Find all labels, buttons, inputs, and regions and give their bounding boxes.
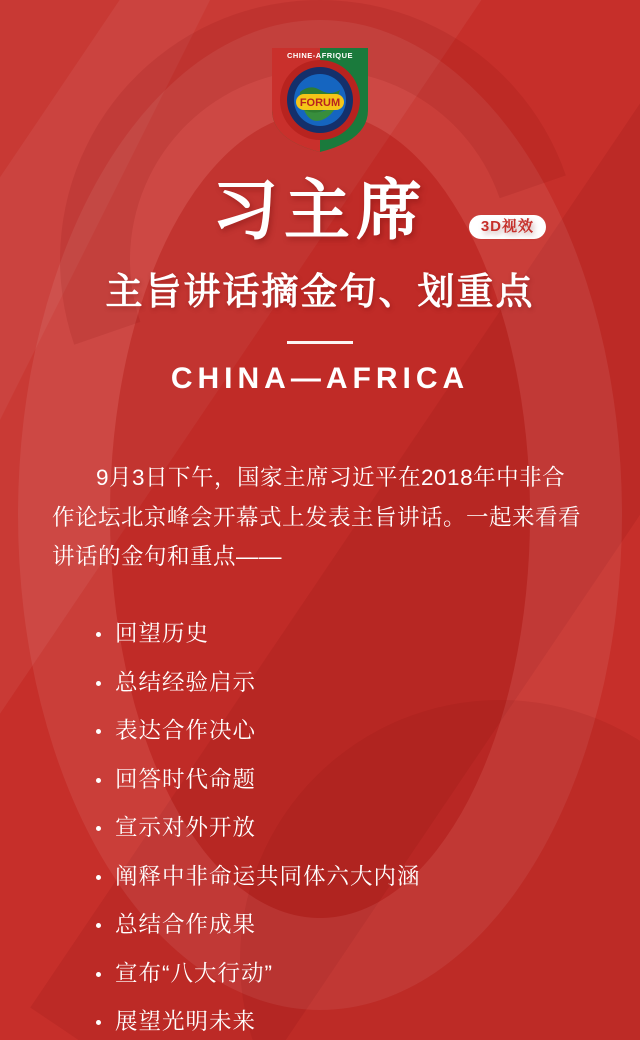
list-item-label: 回答时代命题 <box>115 766 257 792</box>
highlight-list <box>0 610 640 1040</box>
forum-logo <box>266 42 374 154</box>
bullet-dot-icon <box>96 632 101 637</box>
bullet-dot-icon <box>96 1020 101 1025</box>
page-title <box>212 173 534 247</box>
list-item-label: 回望历史 <box>115 621 210 647</box>
china-africa-forum-emblem-icon <box>266 42 374 154</box>
page-subtitle: 主旨讲话摘金句、划重点 <box>105 271 535 313</box>
list-item-label: 阐释中非命运共同体六大内涵 <box>115 863 421 889</box>
list-item <box>96 804 640 853</box>
svg-text:FORUM: FORUM <box>299 97 341 109</box>
list-item <box>96 853 640 902</box>
svg-text:CHINE-AFRIQUE: CHINE-AFRIQUE <box>286 51 354 60</box>
bullet-dot-icon <box>96 826 101 831</box>
list-item <box>96 707 640 756</box>
bullet-dot-icon <box>96 778 101 783</box>
bullet-dot-icon <box>96 972 101 977</box>
page-title-text: 习主席 <box>212 173 428 247</box>
list-item-label: 宣布“八大行动” <box>115 960 273 986</box>
lead-paragraph: 9月3日下午，国家主席习近平在2018年中非合作论坛北京峰会开幕式上发表主旨讲话。一起来看看讲话的金句和重点—— <box>52 465 582 570</box>
list-item <box>96 950 640 999</box>
list-item-label: 宣示对外开放 <box>115 815 257 841</box>
logo-container <box>0 0 640 154</box>
divider <box>287 341 353 344</box>
list-item <box>96 756 640 805</box>
bullet-dot-icon <box>96 923 101 928</box>
english-title: CHINA—AFRICA <box>170 362 470 396</box>
list-item-label: 展望光明未来 <box>115 1009 257 1035</box>
list-item <box>96 901 640 950</box>
list-item-label: 总结合作成果 <box>115 912 257 938</box>
title-block <box>0 154 640 396</box>
list-item-label: 总结经验启示 <box>115 669 257 695</box>
bullet-dot-icon <box>96 681 101 686</box>
bullet-dot-icon <box>96 729 101 734</box>
status-badge: 3D视效 <box>469 215 546 239</box>
list-item <box>96 610 640 659</box>
list-item-label: 表达合作决心 <box>115 718 257 744</box>
list-item <box>96 659 640 708</box>
list-item <box>96 998 640 1040</box>
bullet-dot-icon <box>96 875 101 880</box>
